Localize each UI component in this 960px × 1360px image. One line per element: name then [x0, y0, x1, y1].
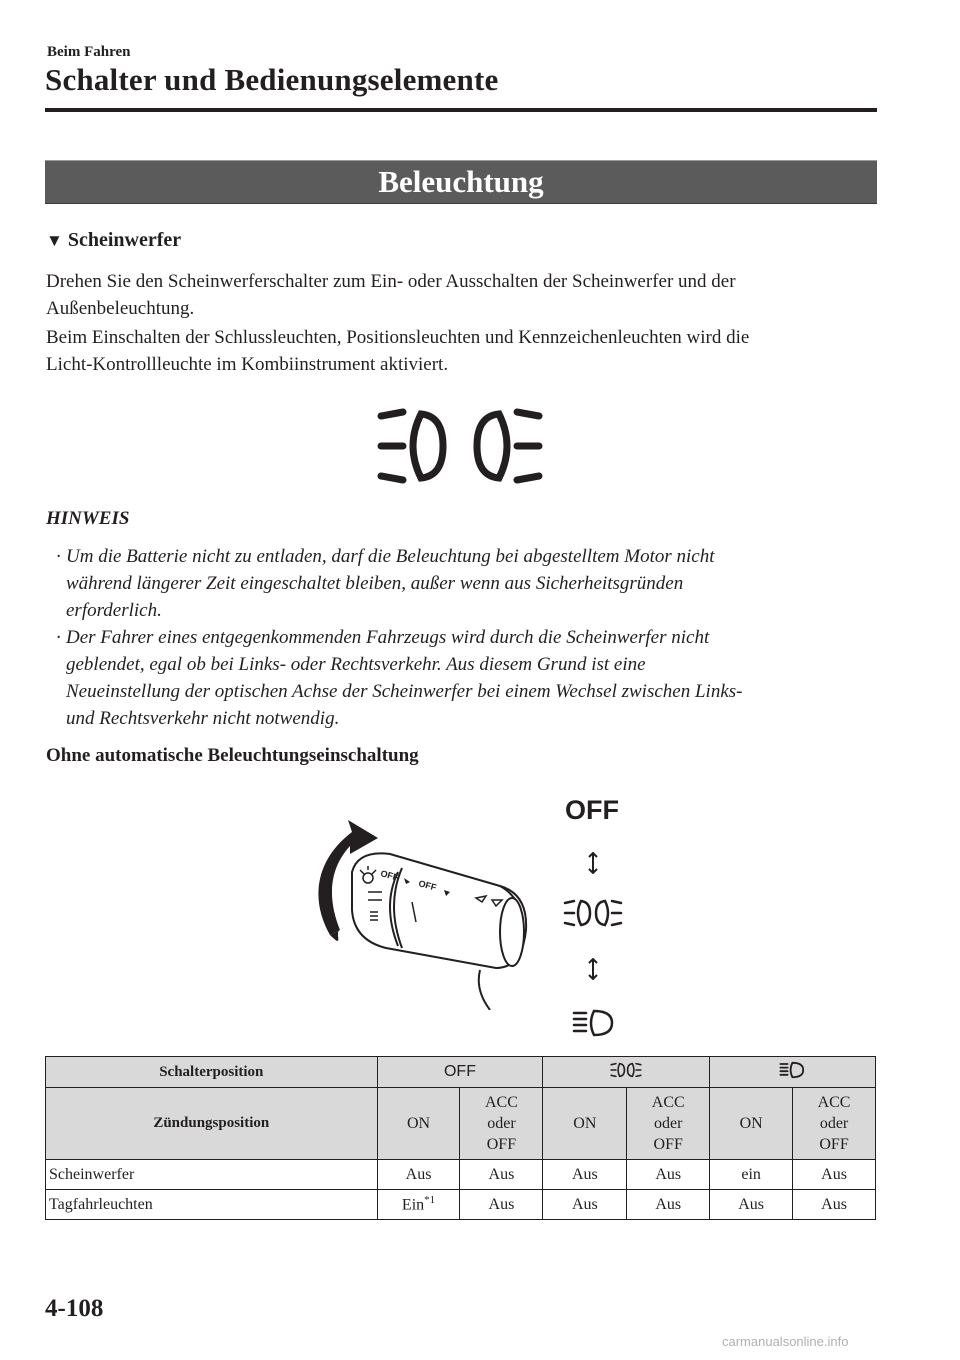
paragraph-2-line-1: Beim Einschalten der Schlussleuchten, Positionsleuchten und Kennzeichenleuchten wird die: [46, 327, 750, 348]
light-indicator-icon: [370, 400, 550, 492]
light-switch-table: [45, 1056, 876, 1220]
ignition-value: ACC: [651, 1094, 685, 1111]
triangle-marker-icon: ▼: [46, 231, 63, 250]
section-title: Schalter und Bedienungselemente: [45, 62, 499, 97]
switch-position-light-cell: [543, 1057, 710, 1088]
watermark: carmanualsonline.info: [722, 1334, 849, 1349]
drl-label: Tagfahrleuchten: [46, 1190, 378, 1220]
switch-off-cell: OFF: [377, 1057, 543, 1088]
note-2-line-1: Der Fahrer eines entgegenkommenden Fahrzeugs wird durch die Scheinwerfer nicht: [66, 627, 710, 648]
light-switch-lever-illustration: [290, 820, 550, 1010]
note-bullet: ·: [56, 546, 61, 567]
ignition-value: ACC: [817, 1094, 851, 1111]
paragraph-2: [46, 324, 886, 378]
footnote-marker: *1: [424, 1194, 436, 1207]
table-ignition-row: [46, 1088, 876, 1160]
position-light-icon: [562, 896, 624, 930]
ignition-cell: [377, 1088, 460, 1160]
ignition-cell: [460, 1088, 543, 1160]
note-1-line-1: Um die Batterie nicht zu entladen, darf die Beleuchtung bei abgestelltem Motor nicht: [66, 546, 715, 567]
ignition-value: ACC: [484, 1094, 518, 1111]
note-1-line-3: erforderlich.: [66, 600, 162, 621]
switch-position-label: Schalterposition: [46, 1057, 378, 1088]
ignition-value: ON: [406, 1114, 431, 1132]
table-cell: [377, 1190, 460, 1220]
table-cell: Aus: [460, 1190, 543, 1220]
page-number: 4-108: [45, 1295, 104, 1322]
note-2-line-4: und Rechtsverkehr nicht notwendig.: [66, 708, 340, 729]
table-cell: Aus: [377, 1160, 460, 1190]
table-cell: ein: [710, 1160, 793, 1190]
ignition-cell: [627, 1088, 710, 1160]
header-rule: [45, 108, 877, 112]
table-row: [46, 1160, 876, 1190]
hinweis-title: HINWEIS: [46, 508, 130, 529]
note-bullet: ·: [56, 627, 61, 648]
ignition-value: oder: [819, 1115, 849, 1132]
headlight-icon: [779, 1061, 807, 1079]
paragraph-1-line-2: Außenbeleuchtung.: [46, 298, 195, 319]
ignition-value: oder: [487, 1115, 516, 1132]
scheinwerfer-heading-text: Scheinwerfer: [67, 229, 182, 251]
table-cell: Aus: [793, 1190, 876, 1220]
table-cell: Aus: [627, 1190, 710, 1220]
table-row: [46, 1190, 876, 1220]
table-cell: Aus: [543, 1190, 627, 1220]
headlight-icon: [572, 1008, 618, 1038]
table-cell: Aus: [543, 1160, 627, 1190]
off-position-label: OFF: [565, 795, 619, 825]
paragraph-2-line-2: Licht-Kontrollleuchte im Kombiinstrument aktiviert.: [46, 354, 449, 375]
lever-off-label-2: OFF: [417, 878, 438, 893]
ignition-cell: [543, 1088, 627, 1160]
note-1: [56, 543, 871, 624]
chapter-label: Beim Fahren: [47, 44, 131, 60]
paragraph-1: [46, 268, 886, 322]
banner-title: Beleuchtung: [378, 164, 544, 199]
ignition-value: ON: [739, 1114, 763, 1132]
switch-headlight-cell: [710, 1057, 876, 1088]
scheinwerfer-heading: [46, 229, 181, 252]
table-cell: Aus: [710, 1190, 793, 1220]
ignition-value: OFF: [486, 1136, 517, 1153]
headlights-label: Scheinwerfer: [46, 1160, 378, 1190]
ignition-value: OFF: [819, 1136, 849, 1153]
drl-value: Ein: [401, 1196, 425, 1214]
ignition-cell: [710, 1088, 793, 1160]
note-1-line-2: während längerer Zeit eingeschaltet bleiben, außer wenn aus Sicherheitsgründen: [66, 573, 684, 594]
paragraph-1-line-1: Drehen Sie den Scheinwerferschalter zum Ein- oder Ausschalten der Scheinwerfer und der: [46, 271, 736, 292]
table-cell: Aus: [460, 1160, 543, 1190]
table-header-row: [46, 1057, 876, 1088]
ohne-automatik-heading: Ohne automatische Beleuchtungseinschaltung: [46, 745, 419, 766]
ignition-value: ON: [573, 1114, 597, 1132]
note-2-line-3: Neueinstellung der optischen Achse der Scheinwerfer bei einem Wechsel zwischen Links-: [66, 681, 743, 702]
table-cell: Aus: [627, 1160, 710, 1190]
lever-off-label-1: OFF: [379, 868, 400, 883]
ignition-value: OFF: [653, 1136, 683, 1153]
ignition-cell: [793, 1088, 876, 1160]
note-2-line-2: geblendet, egal ob bei Links- oder Rechtsverkehr. Aus diesem Grund ist eine: [66, 654, 646, 675]
table-cell: Aus: [793, 1160, 876, 1190]
updown-arrow-icon: [586, 852, 600, 874]
beleuchtung-banner: [45, 160, 877, 204]
ignition-value: oder: [654, 1115, 683, 1132]
updown-arrow-icon: [586, 958, 600, 980]
position-light-icon: [606, 1061, 646, 1079]
note-2: [56, 624, 871, 732]
ignition-position-label: Zündungsposition: [46, 1088, 378, 1160]
